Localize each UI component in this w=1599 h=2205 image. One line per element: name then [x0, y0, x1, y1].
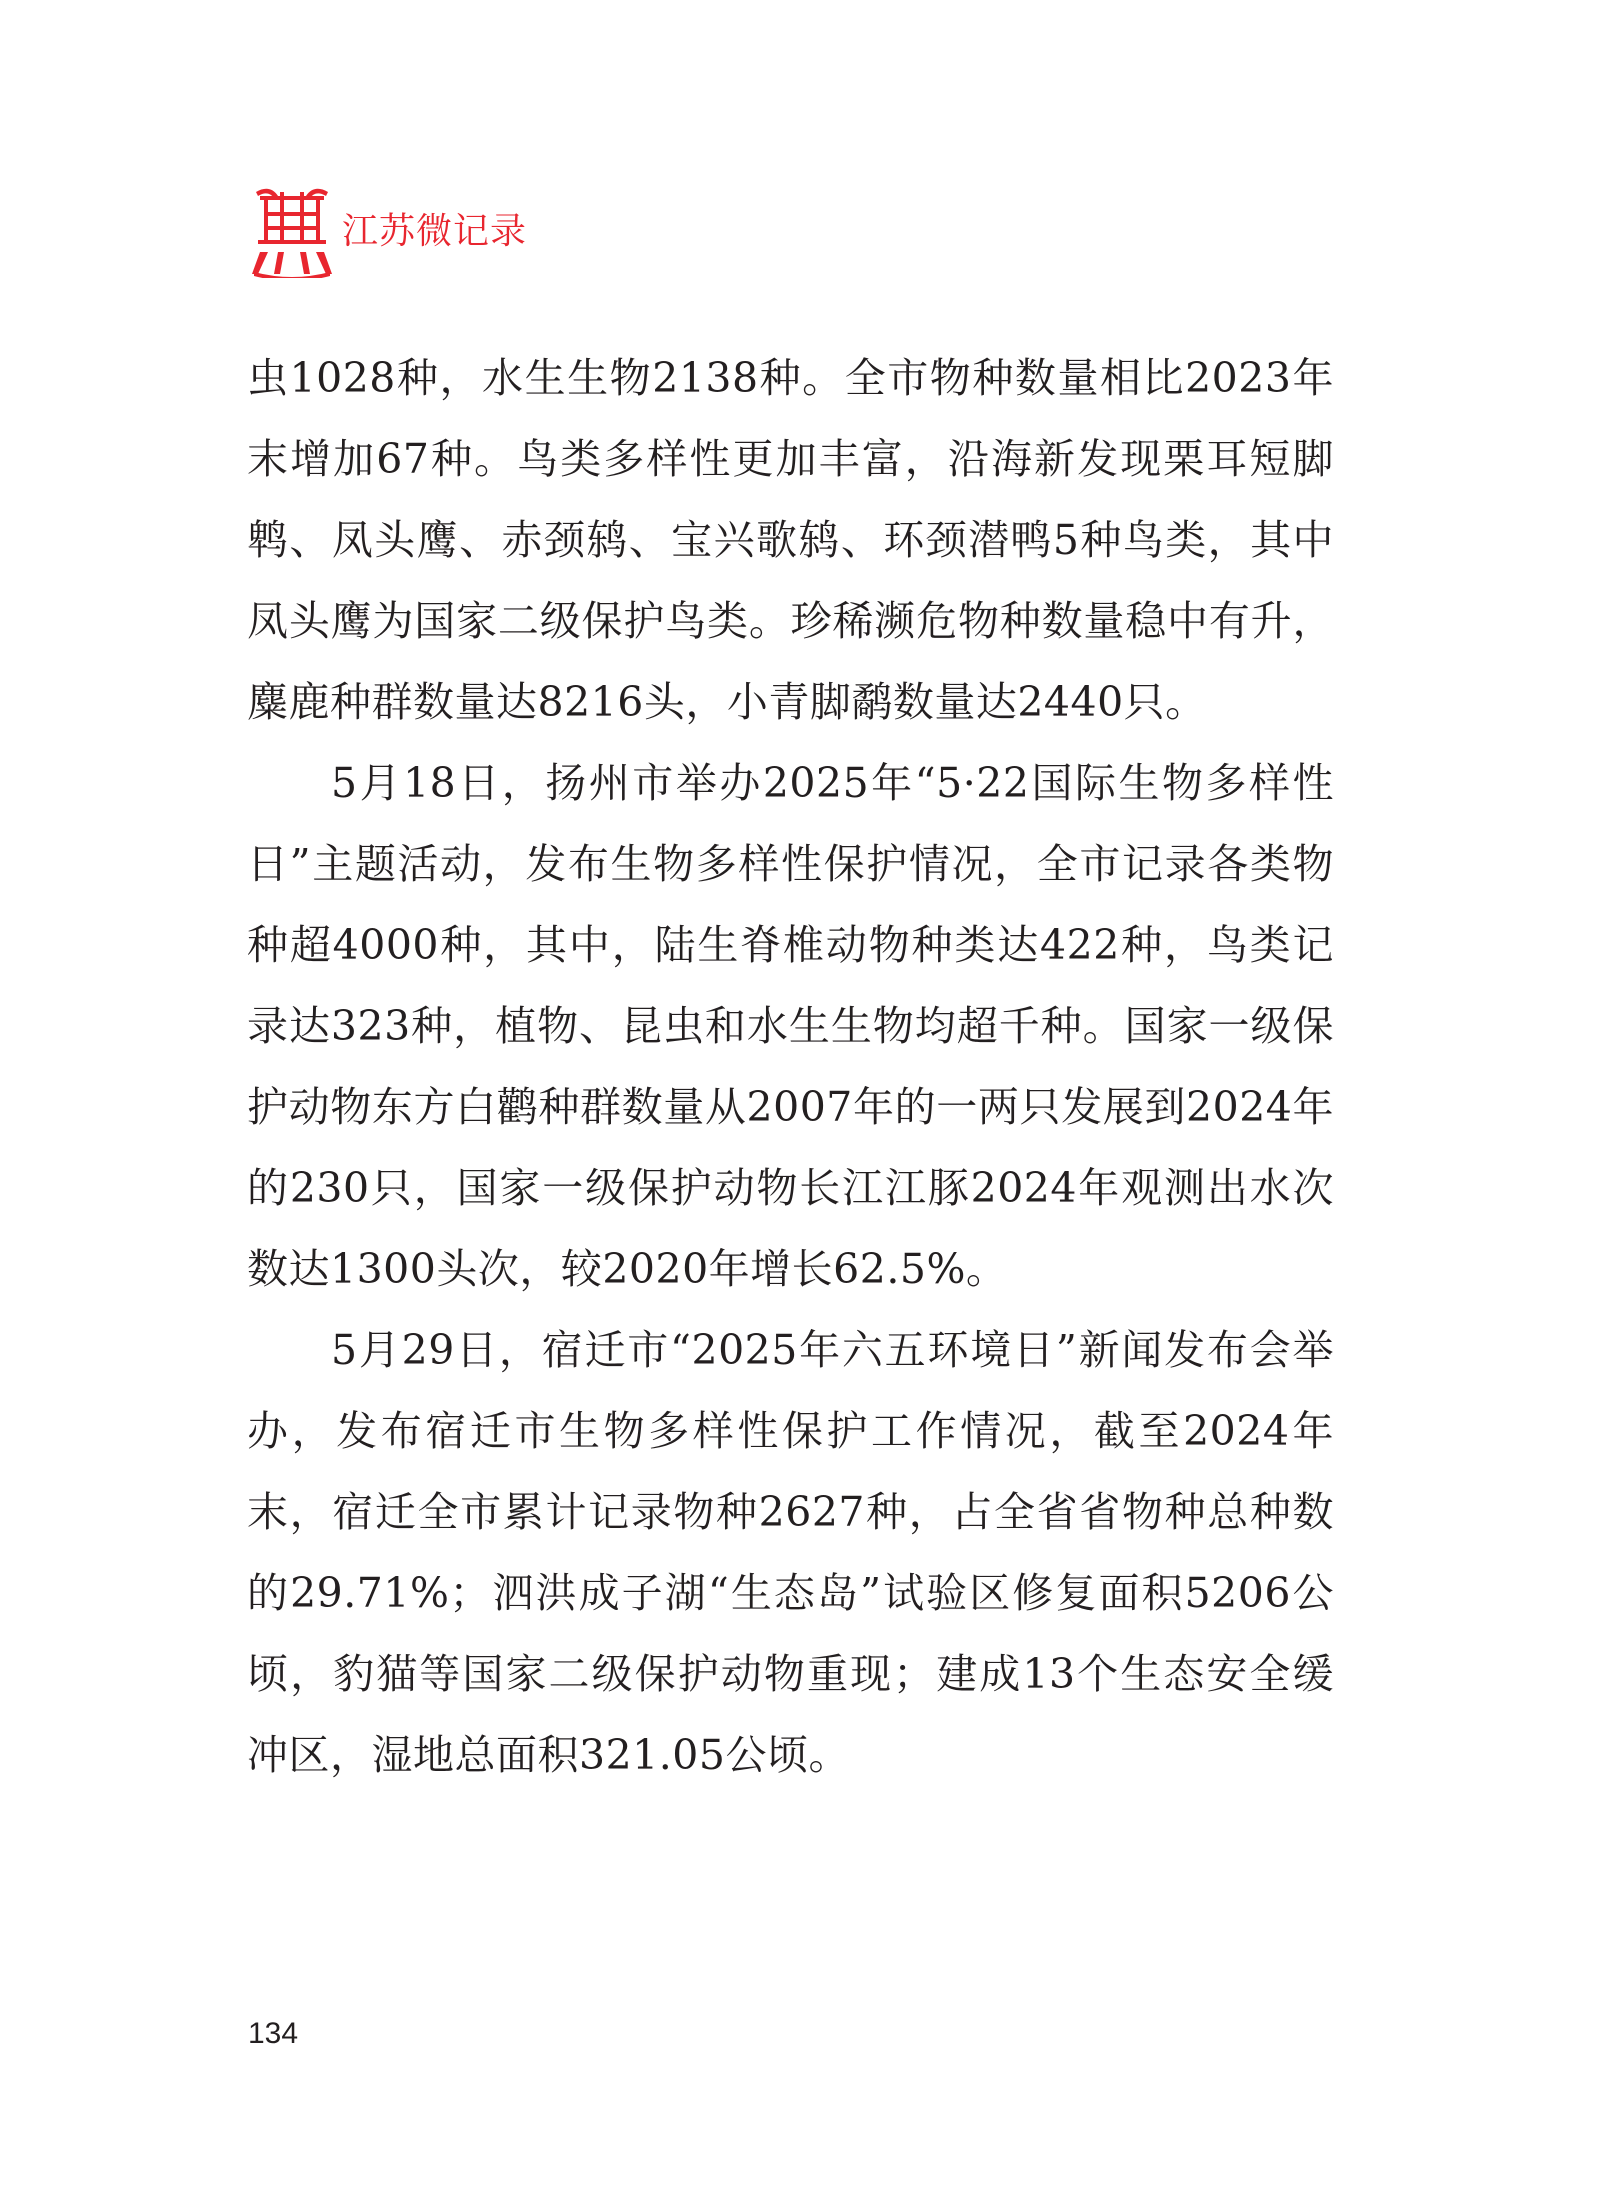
- page-number: 134: [248, 2017, 299, 2050]
- paragraph-yangzhou: 5月18日，扬州市举办2025年“5·22国际生物多样性日”主题活动，发布生物多样性保护情况，全市记录各类物种超4000种，其中，陆生脊椎动物种类达422种，鸟类记录达323种，植物、昆虫和水生生物均超千种。国家一级保护动物东方白鹳种群数量从2007年的一两只发展到2024年的230只，国家一级保护动物长江江豚2024年观测出水次数达1300头次，较2020年增长62.5%。: [247, 759, 1334, 1293]
- paragraph-continued: 虫1028种，水生生物2138种。全市物种数量相比2023年末增加67种。鸟类多样性更加丰富，沿海新发现栗耳短脚鹎、凤头鹰、赤颈鸫、宝兴歌鸫、环颈潜鸭5种鸟类，其中凤头鹰为国家二级保护鸟类。珍稀濒危物种数量稳中有升，麋鹿种群数量达8216头，小青脚鹬数量达2440只。: [247, 354, 1334, 726]
- header-title: 江苏微记录: [342, 211, 528, 252]
- article-body: [247, 338, 1334, 1796]
- paragraph-suqian: 5月29日，宿迁市“2025年六五环境日”新闻发布会举办，发布宿迁市生物多样性保护工作情况，截至2024年末，宿迁全市累计记录物种2627种，占全省省物种总种数的29.71%；泗洪成子湖“生态岛”试验区修复面积5206公顷，豹猫等国家二级保护动物重现；建成13个生态安全缓冲区，湿地总面积321.05公顷。: [247, 1326, 1334, 1779]
- page-header: [250, 180, 527, 280]
- jiangsu-seal-logo-icon: [250, 182, 334, 278]
